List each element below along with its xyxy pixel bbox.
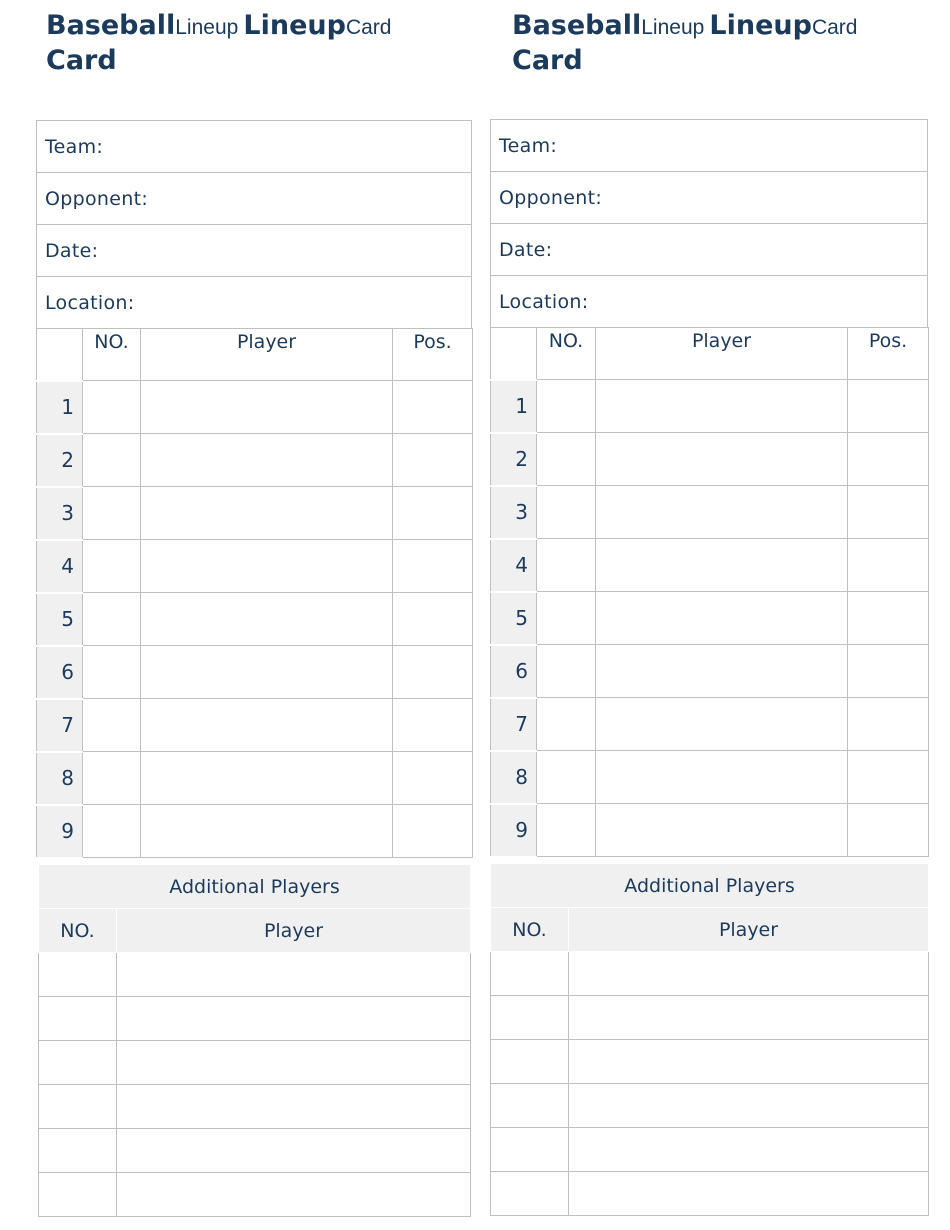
table-row bbox=[491, 751, 929, 804]
date-field[interactable] bbox=[491, 224, 927, 276]
pos-cell[interactable] bbox=[848, 433, 929, 486]
player-header: Player bbox=[596, 328, 848, 380]
pos-header: Pos. bbox=[848, 328, 929, 380]
team-field[interactable] bbox=[37, 121, 471, 173]
pos-cell[interactable] bbox=[848, 751, 929, 804]
no-cell[interactable] bbox=[39, 997, 117, 1041]
table-row bbox=[491, 952, 929, 996]
no-cell[interactable] bbox=[83, 752, 141, 805]
player-cell[interactable] bbox=[569, 952, 929, 996]
order-header-blank bbox=[37, 329, 83, 381]
card-title bbox=[46, 10, 466, 80]
no-cell[interactable] bbox=[537, 645, 596, 698]
date-label: Date: bbox=[499, 238, 553, 261]
player-cell[interactable] bbox=[141, 381, 393, 434]
player-cell[interactable] bbox=[596, 486, 848, 539]
pos-cell[interactable] bbox=[393, 381, 473, 434]
table-row bbox=[37, 805, 473, 858]
player-cell[interactable] bbox=[117, 1129, 471, 1173]
title-lineup-small: Lineup bbox=[175, 16, 239, 39]
pos-cell[interactable] bbox=[848, 592, 929, 645]
no-cell[interactable] bbox=[83, 487, 141, 540]
batting-order-number: 9 bbox=[491, 804, 537, 857]
no-cell[interactable] bbox=[83, 434, 141, 487]
no-cell[interactable] bbox=[83, 646, 141, 699]
table-row bbox=[491, 698, 929, 751]
player-cell[interactable] bbox=[569, 1084, 929, 1128]
table-row bbox=[39, 997, 471, 1041]
lineup-header-row bbox=[491, 328, 929, 380]
table-row bbox=[491, 804, 929, 857]
table-row bbox=[491, 486, 929, 539]
table-row bbox=[39, 1173, 471, 1217]
no-cell[interactable] bbox=[39, 1085, 117, 1129]
batting-order-number: 6 bbox=[491, 645, 537, 698]
table-row bbox=[491, 1084, 929, 1128]
table-row bbox=[39, 1085, 471, 1129]
no-cell[interactable] bbox=[537, 698, 596, 751]
title-card-bold: Card bbox=[46, 45, 117, 76]
batting-order-number: 6 bbox=[37, 646, 83, 699]
no-cell[interactable] bbox=[39, 953, 117, 997]
batting-order-number: 4 bbox=[37, 540, 83, 593]
no-cell[interactable] bbox=[39, 1173, 117, 1217]
no-cell[interactable] bbox=[491, 1128, 569, 1172]
pos-cell[interactable] bbox=[848, 486, 929, 539]
opponent-label: Opponent: bbox=[499, 186, 603, 209]
table-row bbox=[39, 1041, 471, 1085]
player-cell[interactable] bbox=[141, 805, 393, 858]
no-cell[interactable] bbox=[537, 486, 596, 539]
no-cell[interactable] bbox=[491, 952, 569, 996]
no-cell[interactable] bbox=[491, 1172, 569, 1216]
player-cell[interactable] bbox=[569, 1040, 929, 1084]
table-row bbox=[39, 1129, 471, 1173]
pos-cell[interactable] bbox=[393, 487, 473, 540]
team-label: Team: bbox=[45, 135, 104, 158]
batting-order-number: 7 bbox=[37, 699, 83, 752]
pos-cell[interactable] bbox=[393, 434, 473, 487]
additional-players-title: Additional Players bbox=[39, 865, 471, 909]
player-cell[interactable] bbox=[596, 433, 848, 486]
no-cell[interactable] bbox=[537, 433, 596, 486]
pos-cell[interactable] bbox=[848, 539, 929, 592]
location-label: Location: bbox=[499, 290, 589, 313]
table-row bbox=[491, 539, 929, 592]
game-info-table bbox=[490, 119, 928, 328]
card-title bbox=[512, 10, 932, 80]
batting-order-table bbox=[490, 327, 929, 858]
batting-order-number: 1 bbox=[37, 381, 83, 434]
game-info-table bbox=[36, 120, 472, 329]
additional-title-row bbox=[491, 864, 929, 908]
batting-order-number: 2 bbox=[491, 433, 537, 486]
player-cell[interactable] bbox=[117, 953, 471, 997]
no-cell[interactable] bbox=[491, 1084, 569, 1128]
title-card-small: Card bbox=[811, 16, 858, 39]
location-field[interactable] bbox=[491, 276, 927, 328]
table-row bbox=[37, 381, 473, 434]
player-cell[interactable] bbox=[141, 699, 393, 752]
table-row bbox=[37, 752, 473, 805]
location-field[interactable] bbox=[37, 277, 471, 329]
pos-cell[interactable] bbox=[393, 593, 473, 646]
player-cell[interactable] bbox=[117, 1041, 471, 1085]
additional-header-row bbox=[39, 909, 471, 953]
no-cell[interactable] bbox=[537, 539, 596, 592]
table-row bbox=[37, 540, 473, 593]
player-header: Player bbox=[569, 908, 929, 952]
date-field[interactable] bbox=[37, 225, 471, 277]
table-row bbox=[37, 593, 473, 646]
player-cell[interactable] bbox=[596, 698, 848, 751]
date-label: Date: bbox=[45, 239, 99, 262]
player-cell[interactable] bbox=[141, 752, 393, 805]
no-header: NO. bbox=[39, 909, 117, 953]
additional-title-row bbox=[39, 865, 471, 909]
table-row bbox=[491, 380, 929, 433]
order-header-blank bbox=[491, 328, 537, 380]
player-cell[interactable] bbox=[569, 996, 929, 1040]
lineup-card-right bbox=[490, 0, 930, 1230]
player-cell[interactable] bbox=[141, 540, 393, 593]
batting-order-number: 9 bbox=[37, 805, 83, 858]
no-cell[interactable] bbox=[537, 804, 596, 857]
no-cell[interactable] bbox=[83, 381, 141, 434]
title-lineup-bold: Lineup bbox=[709, 10, 812, 41]
no-header: NO. bbox=[491, 908, 569, 952]
lineup-card-left bbox=[36, 0, 476, 1230]
player-cell[interactable] bbox=[117, 1173, 471, 1217]
opponent-field[interactable] bbox=[491, 172, 927, 224]
batting-order-number: 5 bbox=[491, 592, 537, 645]
no-cell[interactable] bbox=[537, 751, 596, 804]
no-cell[interactable] bbox=[39, 1041, 117, 1085]
team-label: Team: bbox=[499, 134, 558, 157]
player-cell[interactable] bbox=[596, 539, 848, 592]
title-baseball: Baseball bbox=[512, 10, 642, 41]
title-lineup-bold: Lineup bbox=[243, 10, 346, 41]
batting-order-number: 8 bbox=[491, 751, 537, 804]
no-header: NO. bbox=[83, 329, 141, 381]
player-header: Player bbox=[141, 329, 393, 381]
batting-order-number: 8 bbox=[37, 752, 83, 805]
no-cell[interactable] bbox=[491, 1040, 569, 1084]
player-cell[interactable] bbox=[117, 997, 471, 1041]
table-row bbox=[39, 953, 471, 997]
table-row bbox=[491, 1040, 929, 1084]
no-cell[interactable] bbox=[83, 699, 141, 752]
player-cell[interactable] bbox=[596, 804, 848, 857]
pos-cell[interactable] bbox=[393, 805, 473, 858]
no-cell[interactable] bbox=[83, 540, 141, 593]
opponent-label: Opponent: bbox=[45, 187, 149, 210]
batting-order-number: 1 bbox=[491, 380, 537, 433]
player-cell[interactable] bbox=[141, 434, 393, 487]
no-cell[interactable] bbox=[537, 592, 596, 645]
table-row bbox=[491, 1172, 929, 1216]
table-row bbox=[491, 645, 929, 698]
player-cell[interactable] bbox=[141, 487, 393, 540]
table-row bbox=[37, 487, 473, 540]
player-cell[interactable] bbox=[569, 1172, 929, 1216]
batting-order-table bbox=[36, 328, 473, 859]
no-cell[interactable] bbox=[537, 380, 596, 433]
table-row bbox=[491, 1128, 929, 1172]
no-cell[interactable] bbox=[491, 996, 569, 1040]
no-cell[interactable] bbox=[83, 593, 141, 646]
table-row bbox=[37, 646, 473, 699]
opponent-field[interactable] bbox=[37, 173, 471, 225]
table-row bbox=[491, 433, 929, 486]
title-lineup-small: Lineup bbox=[641, 16, 705, 39]
pos-cell[interactable] bbox=[393, 646, 473, 699]
table-row bbox=[491, 996, 929, 1040]
team-field[interactable] bbox=[491, 120, 927, 172]
batting-order-number: 5 bbox=[37, 593, 83, 646]
player-header: Player bbox=[117, 909, 471, 953]
player-cell[interactable] bbox=[141, 646, 393, 699]
pos-cell[interactable] bbox=[393, 699, 473, 752]
batting-order-number: 4 bbox=[491, 539, 537, 592]
batting-order-number: 2 bbox=[37, 434, 83, 487]
player-cell[interactable] bbox=[141, 593, 393, 646]
player-cell[interactable] bbox=[596, 592, 848, 645]
no-cell[interactable] bbox=[39, 1129, 117, 1173]
location-label: Location: bbox=[45, 291, 135, 314]
title-card-small: Card bbox=[345, 16, 392, 39]
pos-cell[interactable] bbox=[393, 752, 473, 805]
player-cell[interactable] bbox=[569, 1128, 929, 1172]
title-baseball: Baseball bbox=[46, 10, 176, 41]
table-row bbox=[491, 592, 929, 645]
title-card-bold: Card bbox=[512, 45, 583, 76]
player-cell[interactable] bbox=[117, 1085, 471, 1129]
player-cell[interactable] bbox=[596, 751, 848, 804]
table-row bbox=[37, 699, 473, 752]
player-cell[interactable] bbox=[596, 380, 848, 433]
batting-order-number: 3 bbox=[491, 486, 537, 539]
lineup-header-row bbox=[37, 329, 473, 381]
pos-cell[interactable] bbox=[848, 645, 929, 698]
pos-cell[interactable] bbox=[848, 698, 929, 751]
batting-order-number: 3 bbox=[37, 487, 83, 540]
pos-cell[interactable] bbox=[848, 380, 929, 433]
additional-header-row bbox=[491, 908, 929, 952]
pos-cell[interactable] bbox=[393, 540, 473, 593]
additional-players-table bbox=[490, 863, 929, 1216]
pos-cell[interactable] bbox=[848, 804, 929, 857]
additional-players-table bbox=[38, 864, 471, 1217]
pos-header: Pos. bbox=[393, 329, 473, 381]
no-header: NO. bbox=[537, 328, 596, 380]
no-cell[interactable] bbox=[83, 805, 141, 858]
player-cell[interactable] bbox=[596, 645, 848, 698]
batting-order-number: 7 bbox=[491, 698, 537, 751]
table-row bbox=[37, 434, 473, 487]
additional-players-title: Additional Players bbox=[491, 864, 929, 908]
